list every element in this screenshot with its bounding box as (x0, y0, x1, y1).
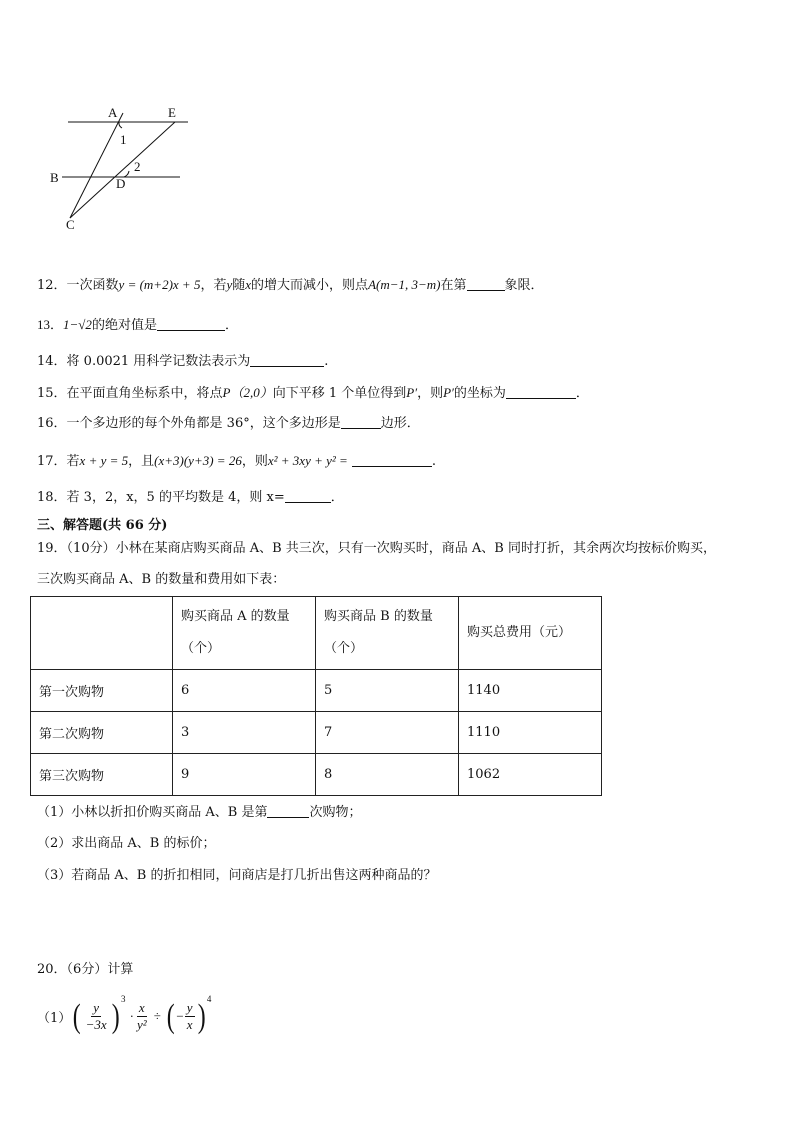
question-19-sub2: （2）求出商品 A、B 的标价； (37, 836, 216, 851)
table-cell: 1140 (459, 670, 602, 712)
question-14: 14．将 0.0021 用科学记数法表示为 . (37, 354, 329, 369)
table-header-cell: 购买商品 B 的数量（个） (316, 597, 459, 670)
purchase-table (30, 596, 602, 796)
section-title: 三、解答题(共 66 分) (37, 518, 168, 533)
table-row (31, 754, 602, 796)
question-15: 15．在平面直角坐标系中，将点P（2,0）向下平移 1 个单位得到P′，则P′的坐标为 ． (37, 385, 589, 401)
table-header-cell: 购买商品 A 的数量（个） (173, 597, 316, 670)
label-C: C (66, 217, 75, 232)
label-2: 2 (134, 159, 141, 174)
table-row (31, 670, 602, 712)
table-cell: 1110 (459, 712, 602, 754)
table-cell: 第一次购物 (31, 670, 173, 712)
question-19-sub3: （3）若商品 A、B 的折扣相同，问商店是打几折出售这两种商品的？ (37, 868, 437, 883)
question-20-expression: （1）( $\frac{y}{-3x}$ ) $^3$ · $\frac{x}{\text{y²}}$ ÷ ( − $\frac{y}{x}$ ) $^4$ (37, 994, 212, 1035)
answer-blank-18[interactable] (285, 489, 331, 503)
answer-blank-17[interactable] (352, 453, 432, 467)
label-D: D (116, 176, 126, 191)
question-13: 13．1−√2的绝对值是 ． (37, 317, 238, 333)
geometry-figure (40, 95, 200, 240)
table-cell: 1062 (459, 754, 602, 796)
question-17: 17．若x + y = 5，且(x+3)(y+3) = 26，则x² + 3xy + y² = . (37, 453, 436, 469)
question-12: 12．一次函数y = (m+2)x + 5，若y随x的增大而减小，则点A(m−1, 3−m)在第 象限． (37, 277, 544, 293)
table-cell: 5 (316, 670, 459, 712)
answer-blank-14[interactable] (250, 353, 324, 367)
answer-blank-16[interactable] (341, 415, 381, 429)
answer-blank-13[interactable] (157, 317, 225, 331)
table-header-row (31, 597, 602, 670)
question-19-sub1: （1）小林以折扣价购买商品 A、B 是第 次购物； (37, 805, 362, 820)
label-A: A (108, 105, 118, 120)
label-1: 1 (120, 132, 127, 147)
line-CA (70, 113, 126, 218)
answer-blank-12[interactable] (467, 277, 505, 291)
table-header-cell: 购买总费用（元） (459, 597, 602, 670)
answer-blank-19-1[interactable] (267, 804, 309, 818)
fraction-2: $\frac{x}{\text{y²}}$ (136, 1000, 147, 1032)
question-19-line2: 三次购买商品 A、B 的数量和费用如下表： (37, 572, 286, 587)
table-cell: 9 (173, 754, 316, 796)
table-row (31, 712, 602, 754)
fraction-1: $\frac{y}{-3x}$ (85, 1000, 107, 1032)
table-cell: 第三次购物 (31, 754, 173, 796)
fraction-3: $\frac{y}{x}$ (186, 1000, 193, 1032)
label-B: B (50, 170, 59, 185)
table-cell: 6 (173, 670, 316, 712)
table-cell: 8 (316, 754, 459, 796)
question-16: 16．一个多边形的每个外角都是 36°，这个多边形是 边形． (37, 416, 420, 431)
table-cell: 3 (173, 712, 316, 754)
angle-1-arc (119, 122, 122, 128)
table-header-cell (31, 597, 173, 670)
table-cell: 7 (316, 712, 459, 754)
question-19-line1: 19．（10分）小林在某商店购买商品 A、B 共三次，只有一次购买时，商品 A、B 同时打折，其余两次均按标价购买， (37, 541, 716, 556)
question-20-title: 20．（6分）计算 (37, 962, 134, 977)
table-cell: 第二次购物 (31, 712, 173, 754)
answer-blank-15[interactable] (506, 385, 576, 399)
label-E: E (168, 105, 176, 120)
question-18: 18．若 3，2，x，5 的平均数是 4，则 x= ． (37, 490, 344, 505)
